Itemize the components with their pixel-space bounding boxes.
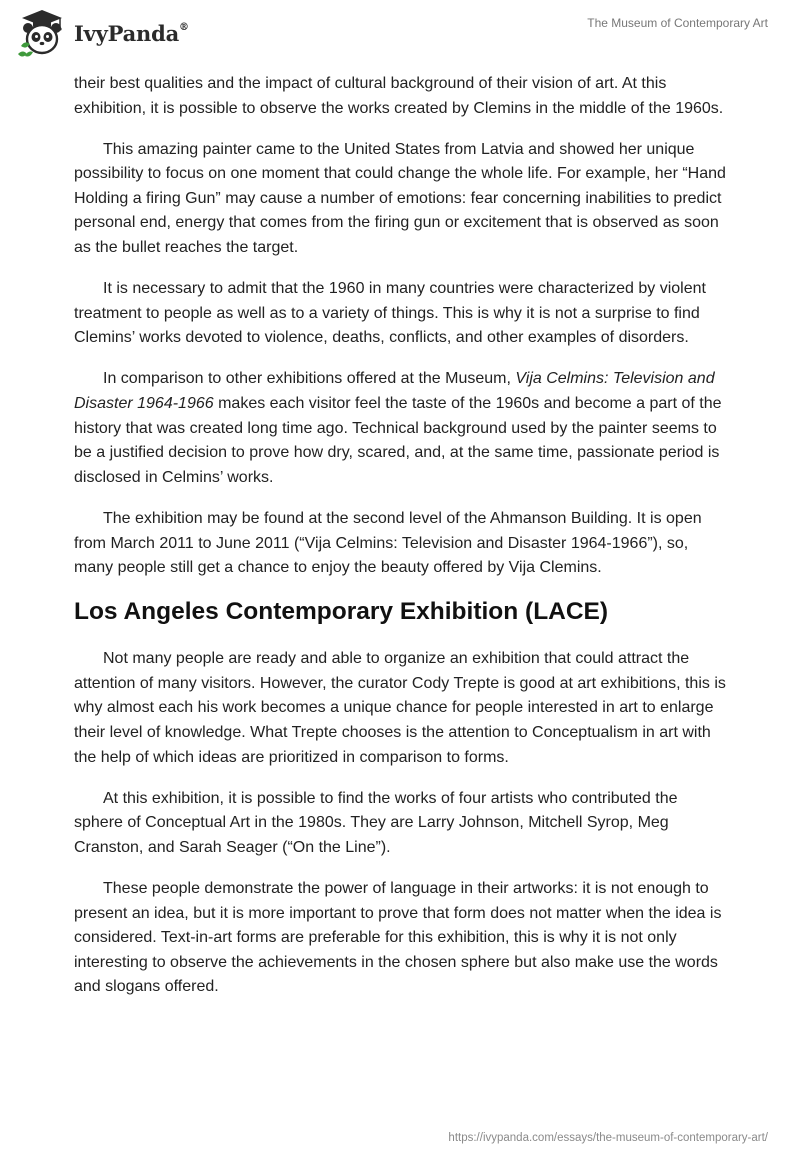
ivypanda-logo[interactable] [16, 8, 189, 58]
paragraph-3: It is necessary to admit that the 1960 in many countries were characterized by violent treatment to people as well as to a variety of things. This is why it is not a surprise to find Clemins’ works devoted to violence, deaths, conflicts, and other examples of disorders. [74, 280, 706, 347]
document-title: The Museum of Contemporary Art [587, 16, 768, 30]
source-url[interactable]: https://ivypanda.com/essays/the-museum-of-contemporary-art/ [448, 1132, 768, 1144]
panda-graduate-icon [16, 8, 68, 58]
paragraph-5: The exhibition may be found at the second level of the Ahmanson Building. It is open from March 2011 to June 2011 (“Vija Celmins: Television and Disaster 1964-1966”), so, many people still get a chance to enjoy the beauty offered by Vija Clemins. [74, 509, 702, 577]
brand-name [74, 21, 189, 46]
paragraph-4-intro: In comparison to other exhibitions offered at the Museum, [103, 370, 516, 388]
section-heading-lace: Los Angeles Contemporary Exhibition (LACE) [74, 598, 609, 626]
page-header [0, 0, 800, 70]
paragraph-4-rest: makes each visitor feel the taste of the 1960s and become a part of the history that was created long time ago. Technical background used by the painter seems to be a justified decision to prove how dry, scared, and, at the same time, passionate period is disclosed in Celmins’ works. [74, 395, 722, 486]
paragraph-1: their best qualities and the impact of cultural background of their vision of art. At this exhibition, it is possible to observe the works created by Clemins in the middle of the 1960s. [74, 75, 724, 117]
brand-name-text: IvyPanda [74, 20, 180, 46]
essay-body [74, 72, 728, 1016]
paragraph-7: At this exhibition, it is possible to find the works of four artists who contributed the sphere of Conceptual Art in the 1980s. They are Larry Johnson, Mitchell Syrop, Meg Cranston, and Sarah Seager (“On the Line”). [74, 789, 678, 856]
exhibition-title-italic: Vija Celmins: Television and Disaster 1964-1966 [74, 370, 715, 413]
paragraph-2: This amazing painter came to the United States from Latvia and showed her unique possibility to focus on one moment that could change the whole life. For example, her “Hand Holding a firing Gun” may cause a number of emotions: fear concerning inabilities to predict personal end, energy that comes from the firing gun or excitement that is observed as soon as the bullet reaches the target. [74, 140, 726, 257]
paragraph-6: Not many people are ready and able to organize an exhibition that could attract the attention of many visitors. However, the curator Cody Trepte is good at art exhibitions, this is why almost each his work becomes a unique chance for people interested in art to enlarge their level of knowledge. What Trepte chooses is the attention to Conceptualism in art with the help of which ideas are prioritized in comparison to forms. [74, 650, 726, 766]
paragraph-4 [74, 367, 728, 490]
paragraph-8: These people demonstrate the power of language in their artworks: it is not enough to present an idea, but it is more important to prove that form does not matter when the idea is considered. Text-in-art forms are preferable for this exhibition, this is why it is not only interesting to observe the achievements in the chosen sphere but also make use the words and slogans offered. [74, 879, 722, 996]
registered-mark: ® [179, 21, 189, 33]
